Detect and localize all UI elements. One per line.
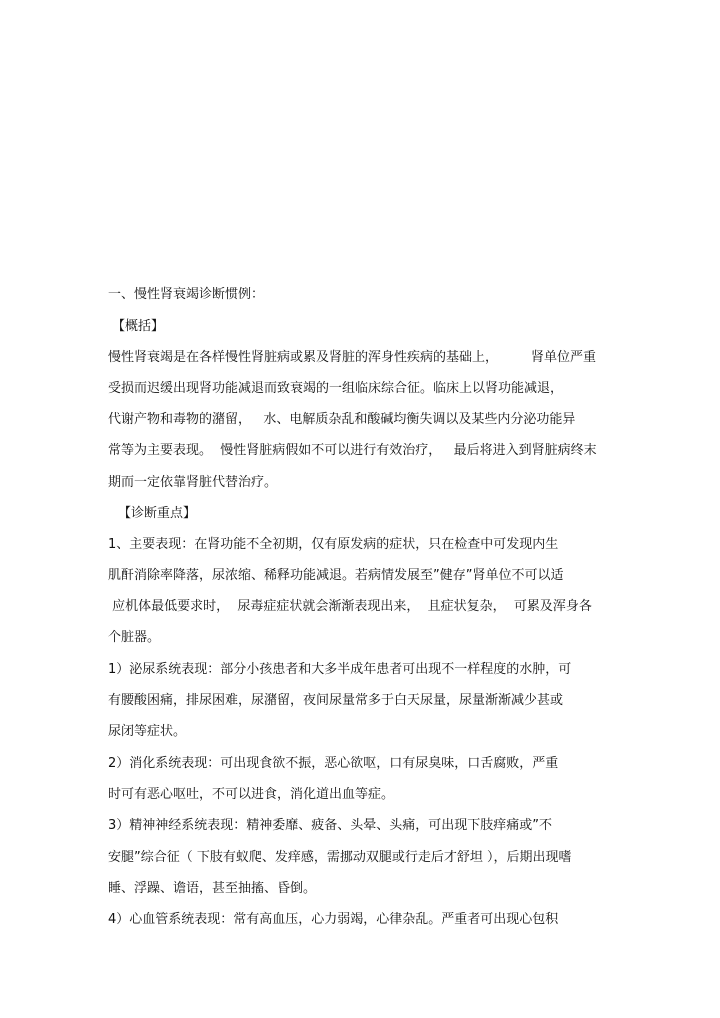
paragraph-line: 3）精神神经系统表现：精神委靡、疲备、头晕、头痛，可出现下肢痒痛或”不: [108, 818, 553, 833]
section-overview-title: 【概括】: [112, 319, 165, 334]
paragraph-line: 1）泌尿系统表现：部分小孩患者和大多半成年患者可出现不一样程度的水肿，可: [108, 662, 572, 677]
paragraph-line: 有腰酸困痛，排尿困难，尿潴留，夜间尿量常多于白天尿量，尿量渐渐减少甚或: [108, 693, 564, 708]
section-diagnosis-title: 【诊断重点】: [118, 506, 197, 521]
document-heading: 一、慢性肾衰竭诊断惯例：: [108, 287, 265, 302]
paragraph-line: 慢性肾衰竭是在各样慢性肾脏病或累及肾脏的浑身性疾病的基础上， 肾单位严重: [108, 350, 597, 365]
paragraph-line: 肌酐消除率降落，尿浓缩、稀释功能减退。若病情发展至”健存”肾单位不可以适: [108, 568, 564, 583]
paragraph-line: 尿闭等症状。: [108, 724, 187, 739]
paragraph-line: 受损而迟缓出现肾功能减退而致衰竭的一组临床综合征。临床上以肾功能减退，: [108, 381, 564, 396]
paragraph-line: 4）心血管系统表现：常有高血压，心力弱竭，心律杂乱。严重者可出现心包积: [108, 912, 559, 927]
paragraph-line: 个脏器。: [108, 630, 161, 645]
paragraph-line: 2）消化系统表现：可出现食欲不振，恶心欲呕，口有尿臭味，口舌腐败，严重: [108, 756, 559, 771]
paragraph-line: 期而一定依靠肾脏代替治疗。: [108, 475, 278, 490]
paragraph-line: 时可有恶心呕吐，不可以进食，消化道出血等症。: [108, 787, 395, 802]
paragraph-line: 代谢产物和毒物的潴留， 水、电解质杂乱和酸碱均衡失调以及某些内分泌功能异: [108, 412, 576, 427]
paragraph-line: 睡、浮躁、谵语，甚至抽搐、昏倒。: [108, 881, 317, 896]
paragraph-line: 安腿”综合征（ 下肢有蚁爬、发痒感，需挪动双腿或行走后才舒坦 ），后期出现嗜: [108, 850, 572, 865]
paragraph-line: 常等为主要表现。 慢性肾脏病假如不可以进行有效治疗， 最后将进入到肾脏病终末: [108, 443, 597, 458]
paragraph-line: 应机体最低要求时， 尿毒症症状就会渐渐表现出来， 且症状复杂， 可累及浑身各: [108, 599, 592, 614]
paragraph-line: 1、主要表现：在肾功能不全初期，仅有原发病的症状，只在检查中可发现内生: [108, 537, 559, 552]
